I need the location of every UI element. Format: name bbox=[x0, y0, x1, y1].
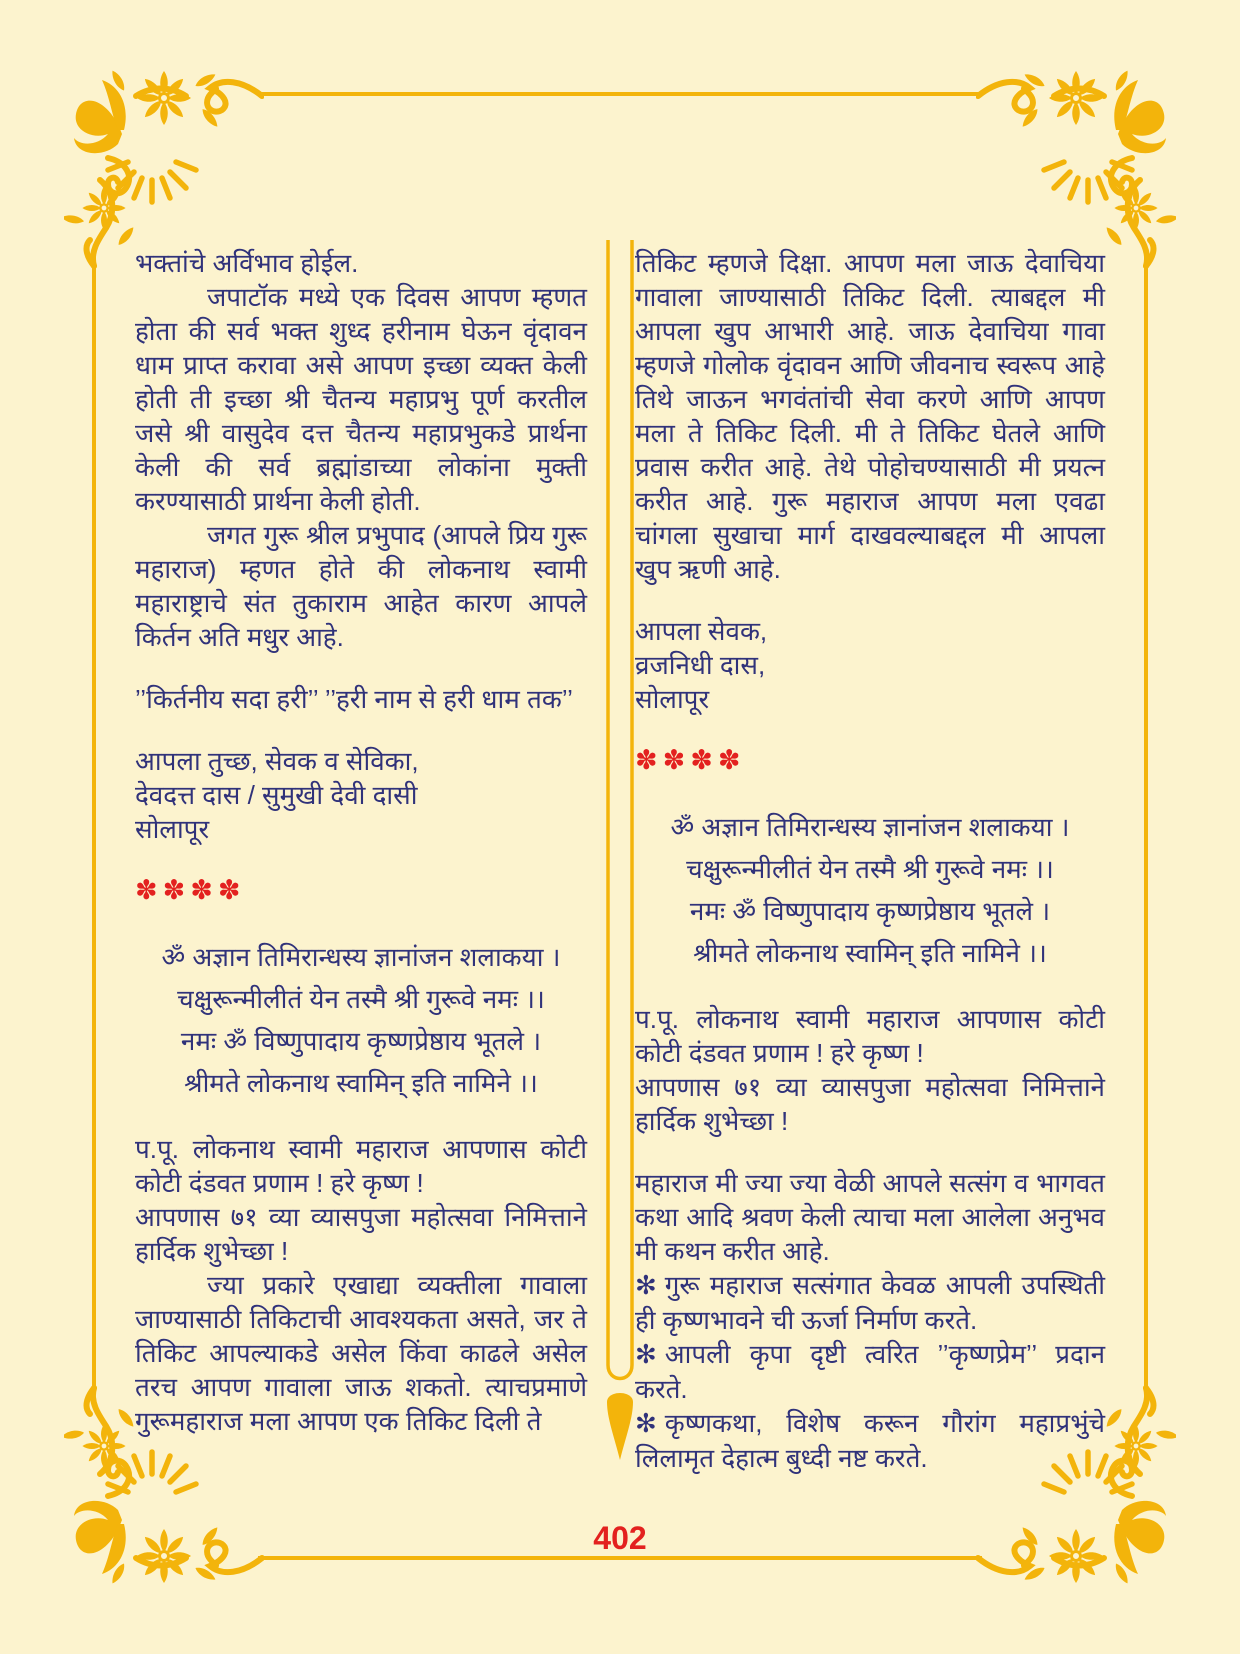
paragraph: प.पू. लोकनाथ स्वामी महाराज आपणास कोटी कोटी दंडवत प्रणाम ! हरे कृष्ण ! bbox=[135, 1134, 587, 1198]
bullet-star-icon: ✻ bbox=[635, 1409, 657, 1439]
shloka-line: श्रीमते लोकनाथ स्वामिन् इति नामिने ।। bbox=[693, 938, 1047, 968]
bullet-star-icon: ✻ bbox=[635, 1340, 657, 1370]
signature-block bbox=[135, 744, 587, 846]
right-text-column bbox=[635, 246, 1105, 1475]
shloka-line: ॐ अज्ञान तिमिरान्धस्य ज्ञानांजन शलाकया । bbox=[670, 812, 1070, 842]
bullet-text: आपली कृपा दृष्टी त्वरित ’’कृष्णप्रेम’’ प्रदान करते. bbox=[635, 1339, 1105, 1404]
bullet-star-icon: ✻ bbox=[635, 1271, 657, 1301]
bullet-item bbox=[635, 1268, 1105, 1337]
signature-line: देवदत्त दास / सुमुखी देवी दासी bbox=[135, 780, 418, 810]
left-text-column bbox=[135, 246, 587, 1438]
asterisk-separator: ✽✽✽✽ bbox=[135, 875, 246, 906]
shloka-line: नमः ॐ विष्णुपादाय कृष्णप्रेष्ठाय भूतले । bbox=[180, 1026, 542, 1056]
bullet-item bbox=[635, 1406, 1105, 1475]
shloka-line: नमः ॐ विष्णुपादाय कृष्णप्रेष्ठाय भूतले । bbox=[689, 896, 1051, 926]
corner-ornament-top-right-icon bbox=[976, 70, 1176, 270]
signature-line: सोलापूर bbox=[135, 814, 210, 844]
signature-line: सोलापूर bbox=[635, 684, 710, 714]
paragraph: ज्या प्रकारे एखाद्या व्यक्तीला गावाला जाण्यासाठी तिकिटाची आवश्यकता असते, जर ते तिकिट आपल्याकडे असेल किंवा काढले असेल तरच आपण गावाला जाऊ शकतो. त्याचप्रमाणे गुरूमहाराज मला आपण एक तिकिट दिली ते bbox=[135, 1270, 587, 1436]
signature-line: व्रजनिधी दास, bbox=[635, 650, 766, 680]
signature-line: आपला सेवक, bbox=[635, 616, 768, 646]
top-border-line bbox=[258, 92, 982, 96]
shloka-verse bbox=[635, 806, 1105, 974]
kirtan-quote: ’’किर्तनीय सदा हरी’’ ’’हरी नाम से हरी धाम तक’’ bbox=[135, 684, 573, 714]
paragraph: महाराज मी ज्या ज्या वेळी आपले सत्संग व भागवत कथा आदि श्रवण केली त्याचा मला आलेला अनुभव मी कथन करीत आहे. bbox=[635, 1168, 1105, 1266]
shloka-line: चक्षुरून्मीलीतं येन तस्मै श्री गुरूवे नमः ।। bbox=[177, 984, 545, 1014]
bullet-item bbox=[635, 1337, 1105, 1406]
right-border-line bbox=[1144, 250, 1148, 1390]
page-number: 402 bbox=[593, 1520, 647, 1556]
paragraph: आपणास ७१ व्या व्यासपुजा महोत्सवा निमित्ताने हार्दिक शुभेच्छा ! bbox=[635, 1072, 1105, 1136]
bullet-text: कृष्णकथा, विशेष करून गौरांग महाप्रभुंचे लिलामृत देहात्म बुध्दी नष्ट करते. bbox=[635, 1408, 1105, 1473]
shloka-line: ॐ अज्ञान तिमिरान्धस्य ज्ञानांजन शलाकया । bbox=[161, 942, 561, 972]
paragraph: भक्तांचे अर्विभाव होईल. bbox=[135, 248, 359, 278]
left-border-line bbox=[92, 250, 96, 1390]
paragraph: जगत गुरू श्रील प्रभुपाद (आपले प्रिय गुरू महाराज) म्हणत होते की लोकनाथ स्वामी महाराष्ट्राचे संत तुकाराम आहेत कारण आपले किर्तन अति मधुर आहे. bbox=[135, 520, 587, 652]
paragraph: प.पू. लोकनाथ स्वामी महाराज आपणास कोटी कोटी दंडवत प्रणाम ! हरे कृष्ण ! bbox=[635, 1004, 1105, 1068]
signature-block bbox=[635, 614, 1105, 716]
corner-ornament-top-left-icon bbox=[64, 70, 264, 270]
shloka-line: चक्षुरून्मीलीतं येन तस्मै श्री गुरूवे नमः ।। bbox=[686, 854, 1054, 884]
paragraph: जपाटॉक मध्ये एक दिवस आपण म्हणत होता की सर्व भक्त शुध्द हरीनाम घेऊन वृंदावन धाम प्राप्त करावा असे आपण इच्छा व्यक्त केली होती ती इच्छा श्री चैतन्य महाप्रभु पूर्ण करतील जसे श्री वासुदेव दत्त चैतन्य महाप्रभुकडे प्रार्थना केली की सर्व ब्रह्मांडाच्या लोकांना मुक्ती करण्यासाठी प्रार्थना केली होती. bbox=[135, 282, 587, 516]
paragraph: आपणास ७१ व्या व्यासपुजा महोत्सवा निमित्ताने हार्दिक शुभेच्छा ! bbox=[135, 1202, 587, 1266]
bullet-text: गुरू महाराज सत्संगात केवळ आपली उपस्थिती ही कृष्णभावने ची ऊर्जा निर्माण करते. bbox=[635, 1270, 1105, 1335]
shloka-line: श्रीमते लोकनाथ स्वामिन् इति नामिने ।। bbox=[184, 1068, 538, 1098]
shloka-verse bbox=[135, 936, 587, 1104]
signature-line: आपला तुच्छ, सेवक व सेविका, bbox=[135, 746, 419, 776]
paragraph: तिकिट म्हणजे दिक्षा. आपण मला जाऊ देवाचिया गावाला जाण्यासाठी तिकिट दिली. त्याबद्दल मी आपला खुप आभारी आहे. जाऊ देवाचिया गावा म्हणजे गोलोक वृंदावन आणि जीवनाच स्वरूप आहे तिथे जाऊन भगवंतांची सेवा करणे आणि आपण मला ते तिकिट दिली. मी ते तिकिट घेतले आणि प्रवास करीत आहे. तेथे पोहोचण्यासाठी मी प्रयत्न करीत आहे. गुरू महाराज आपण मला एवढा चांगला सुखाचा मार्ग दाखवल्याबद्दल मी आपला खुप ऋणी आहे. bbox=[635, 248, 1105, 584]
asterisk-separator: ✽✽✽✽ bbox=[635, 745, 746, 776]
